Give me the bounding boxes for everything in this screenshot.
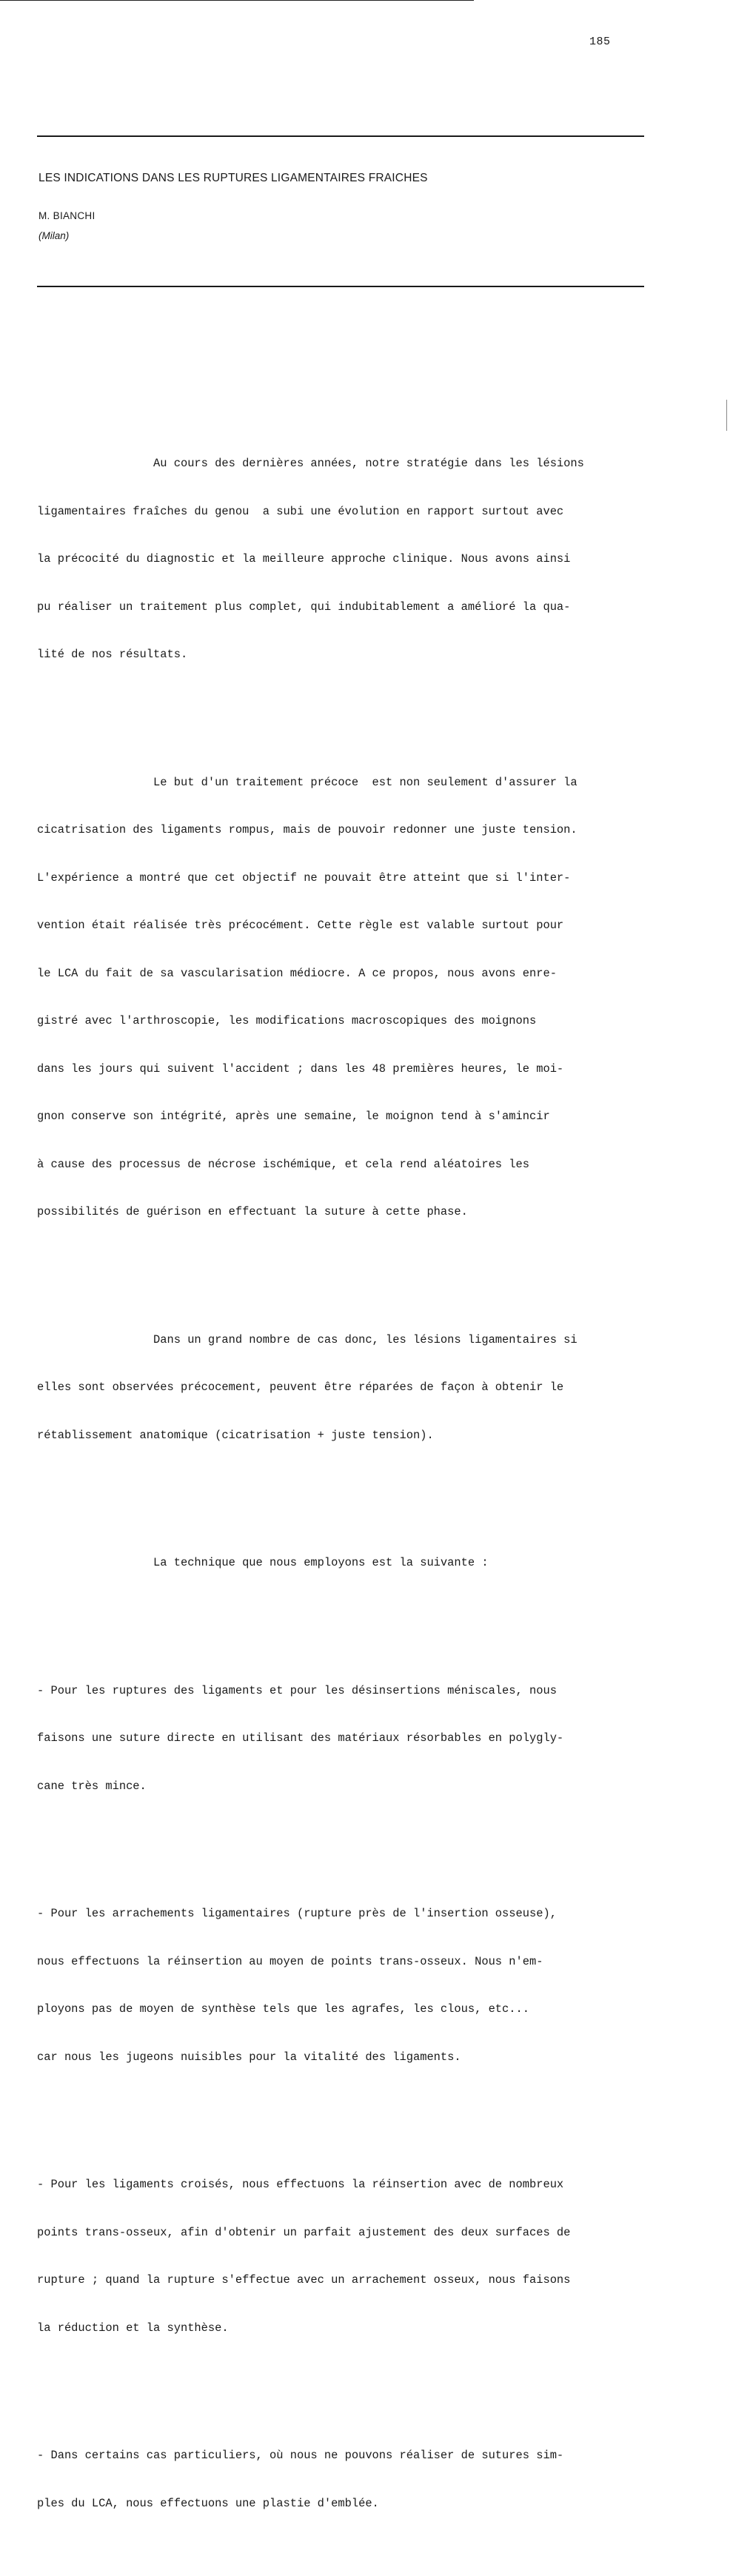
article-title: LES INDICATIONS DANS LES RUPTURES LIGAMENTAIRES FRAICHES — [39, 172, 428, 184]
text-line: - Pour les ligaments croisés, nous effectuons la réinsertion avec de nombreux — [37, 2178, 564, 2191]
text-line: dans les jours qui suivent l'accident ; dans les 48 premières heures, le moi- — [37, 1061, 564, 1076]
article-body — [37, 392, 663, 2576]
text-line: à cause des processus de nécrose ischémique, et cela rend aléatoires les — [37, 1157, 529, 1171]
text-line: L'expérience a montré que cet objectif ne pouvait être atteint que si l'inter- — [37, 871, 571, 885]
text-line: - Pour les ruptures des ligaments et pour les désinsertions méniscales, nous — [37, 1683, 557, 1697]
margin-mark — [726, 400, 727, 431]
text-line: pu réaliser un traitement plus complet, qui indubitablement a amélioré la qua- — [37, 600, 571, 614]
text-line: ligamentaires fraîches du genou a subi une évolution en rapport surtout avec — [37, 504, 564, 518]
text-line: gistré avec l'arthroscopie, les modifications macroscopiques des moignons — [37, 1014, 537, 1027]
text-line: la précocité du diagnostic et la meilleure approche clinique. Nous avons ainsi — [37, 552, 571, 566]
header-rule-top — [37, 135, 644, 137]
text-line: - Dans certains cas particuliers, où nous ne pouvons réaliser de sutures sim- — [37, 2449, 564, 2462]
paragraph-early-repair — [37, 1301, 663, 1476]
text-line: nous effectuons la réinsertion au moyen de points trans-osseux. Nous n'em- — [37, 1954, 543, 1968]
text-line: elles sont observées précocement, peuvent être réparées de façon à obtenir le — [37, 1381, 564, 1394]
text-line: ples du LCA, nous effectuons une plastie d'emblée. — [37, 2496, 379, 2510]
text-line: Le but d'un traitement précoce est non seulement d'assurer la — [37, 775, 578, 789]
text-line: La technique que nous employons est la suivante : — [37, 1556, 489, 1569]
text-line: Au cours des dernières années, notre stratégie dans les lésions — [37, 457, 584, 470]
author-affiliation: (Milan) — [39, 230, 70, 241]
paragraph-item-sutures — [37, 1651, 663, 1827]
text-line: la réduction et la synthèse. — [37, 2321, 229, 2335]
text-line: rétablissement anatomique (cicatrisation + juste tension). — [37, 1428, 434, 1442]
text-line: Dans un grand nombre de cas donc, les lésions ligamentaires si — [37, 1332, 578, 1346]
author-name: M. BIANCHI — [39, 210, 96, 221]
text-line: rupture ; quand la rupture s'effectue avec un arrachement osseux, nous faisons — [37, 2273, 571, 2287]
paragraph-intro — [37, 424, 663, 695]
text-line: - Pour les arrachements ligamentaires (rupture près de l'insertion osseuse), — [37, 1907, 557, 1920]
paragraph-treatment-goal — [37, 743, 663, 1252]
text-line: car nous les jugeons nuisibles pour la vitalité des ligaments. — [37, 2050, 461, 2064]
paragraph-technique-intro — [37, 1523, 663, 1603]
text-line: possibilités de guérison en effectuant la suture à cette phase. — [37, 1205, 468, 1218]
top-edge-rule — [0, 0, 474, 1]
paragraph-item-avulsions — [37, 1874, 663, 2097]
text-line: lité de nos résultats. — [37, 648, 188, 661]
text-line: le LCA du fait de sa vascularisation médiocre. A ce propos, nous avons enre- — [37, 966, 557, 980]
text-line: faisons une suture directe en utilisant des matériaux résorbables en polygly- — [37, 1731, 564, 1745]
header-rule-bottom — [37, 286, 644, 287]
text-line: cane très mince. — [37, 1779, 147, 1793]
text-line: points trans-osseux, afin d'obtenir un parfait ajustement des deux surfaces de — [37, 2225, 571, 2239]
text-line: cicatrisation des ligaments rompus, mais de pouvoir redonner une juste tension. — [37, 823, 578, 836]
paragraph-item-cruciate — [37, 2145, 663, 2368]
text-line: vention était réalisée très précocément. Cette règle est valable surtout pour — [37, 919, 564, 932]
text-line: gnon conserve son intégrité, après une semaine, le moignon tend à s'amincir — [37, 1110, 550, 1123]
text-line: ployons pas de moyen de synthèse tels que les agrafes, les clous, etc... — [37, 2002, 529, 2016]
paragraph-item-plasty — [37, 2416, 663, 2543]
page-number: 185 — [589, 36, 611, 48]
